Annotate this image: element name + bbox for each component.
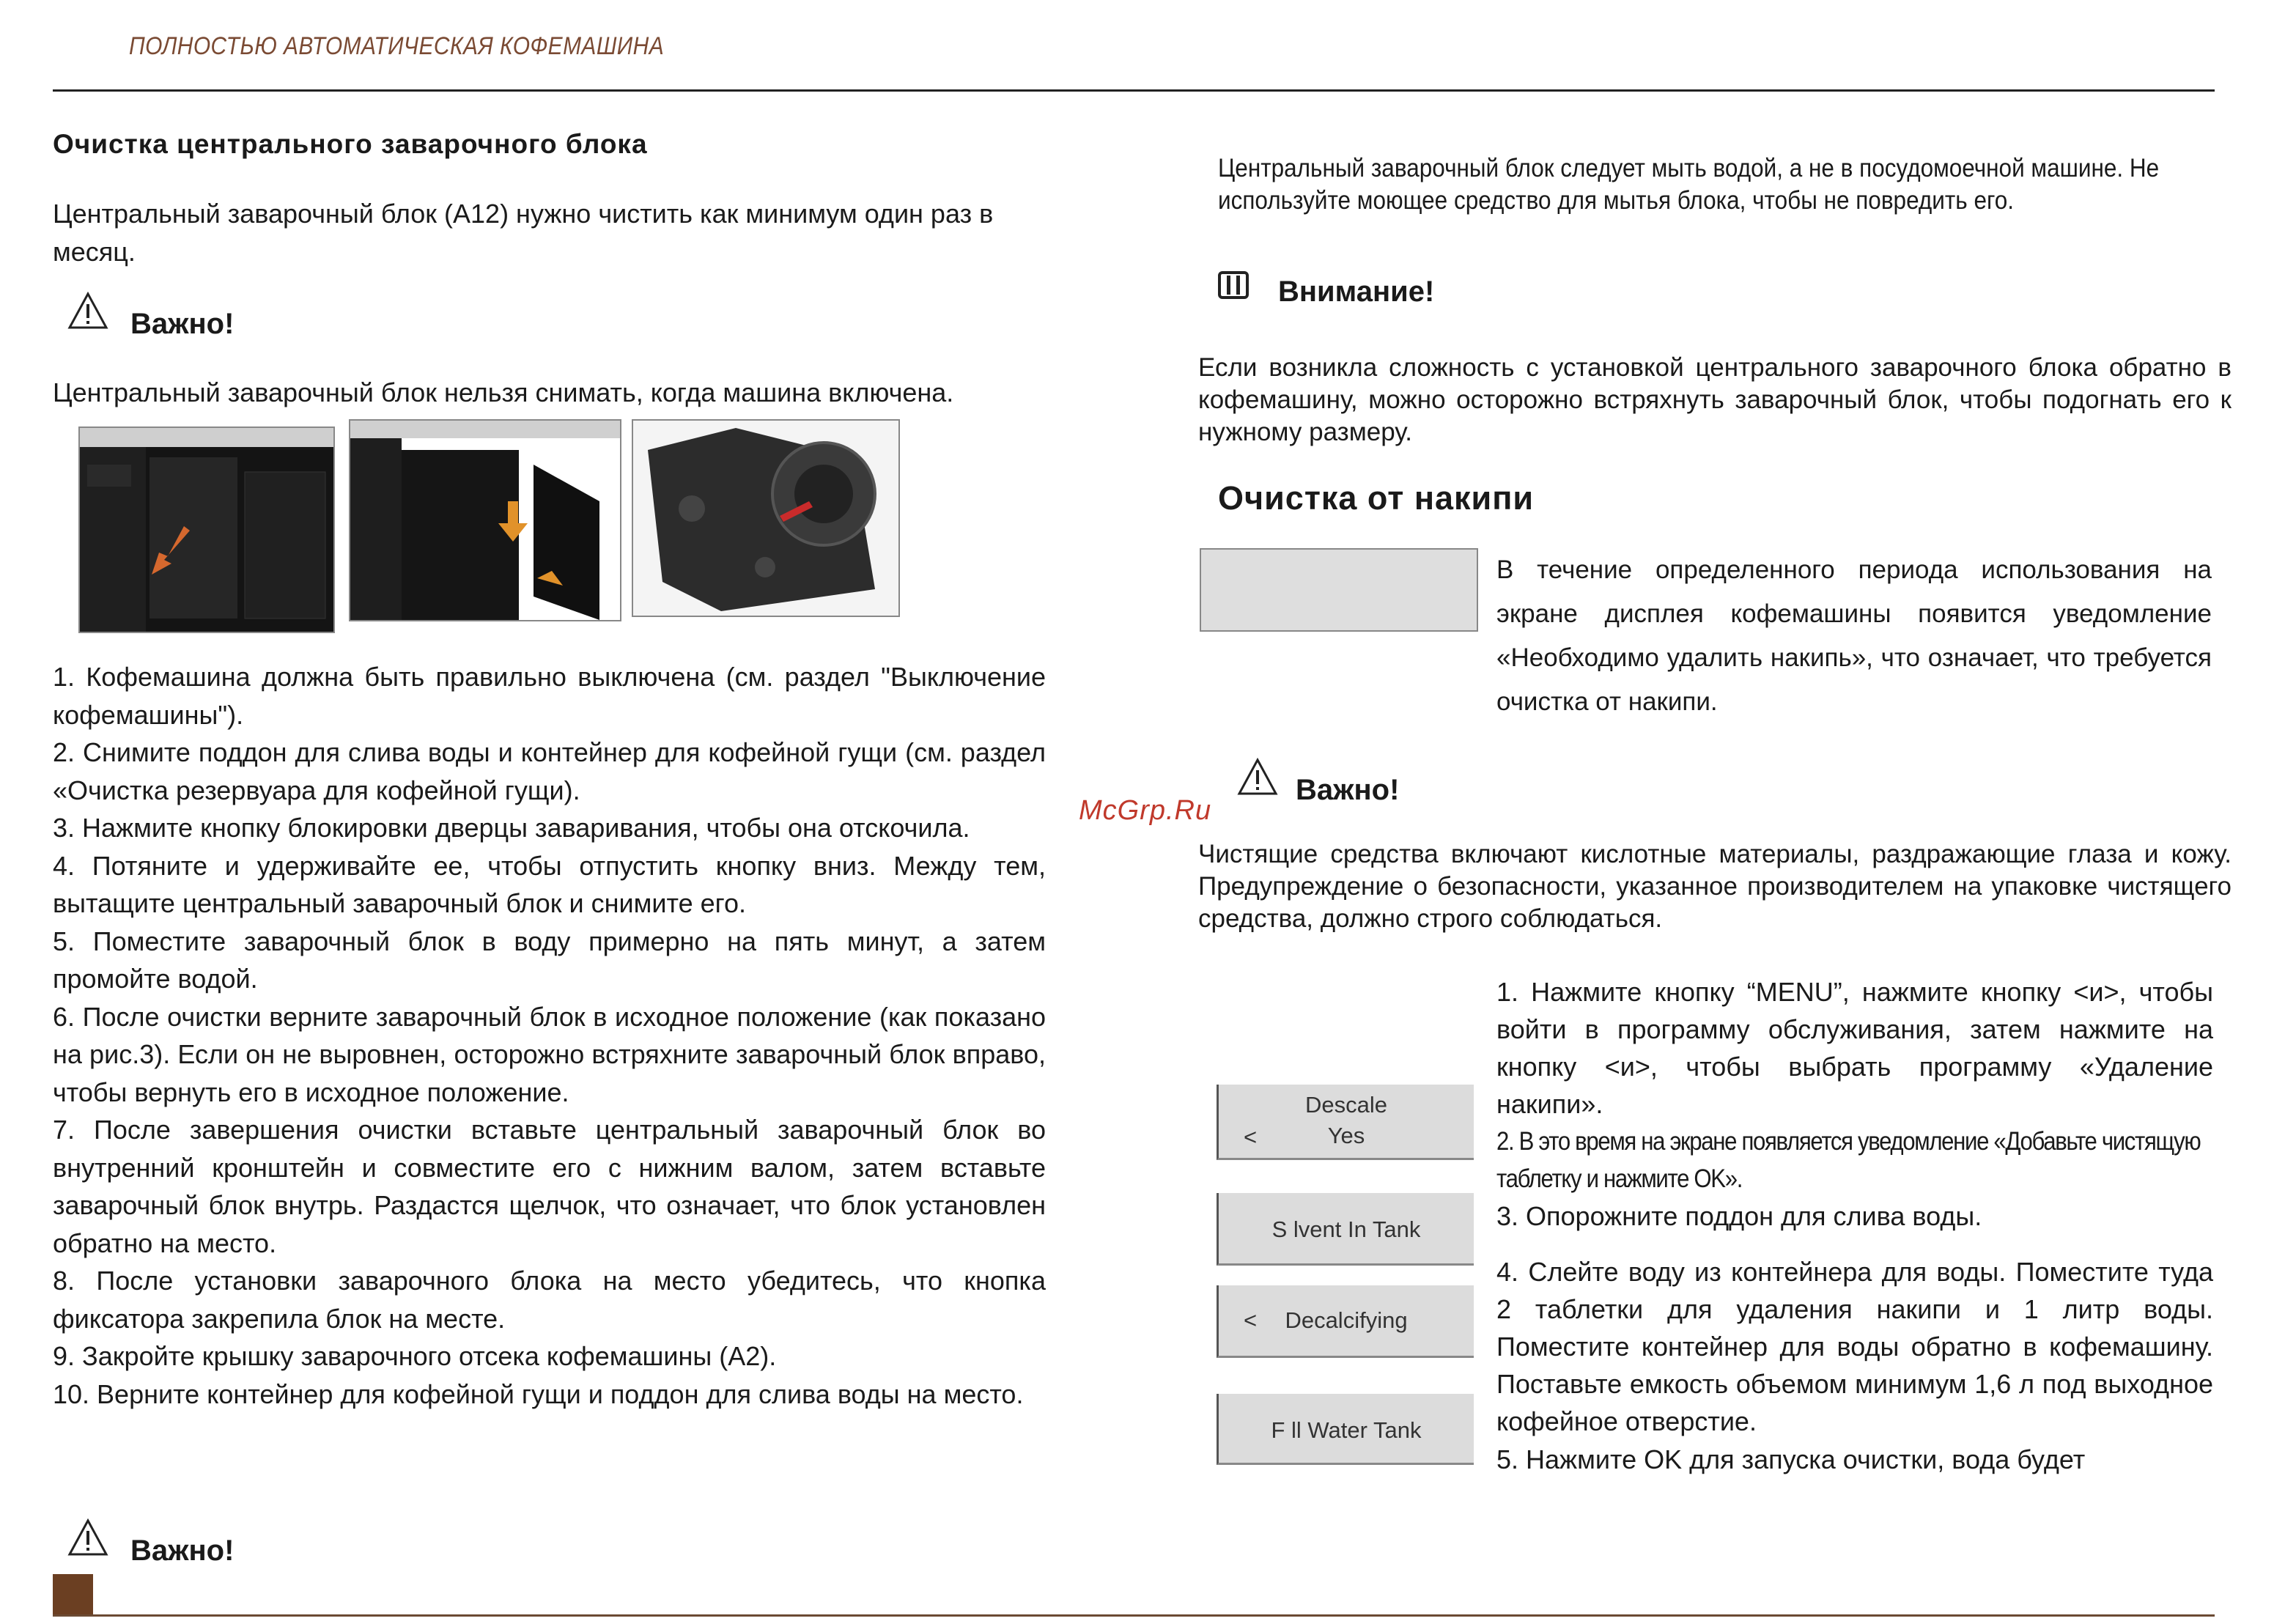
- chevron-left-icon: <: [1244, 1124, 1258, 1150]
- photo-brew-unit-lock-button: [349, 419, 621, 621]
- washing-note: Центральный заварочный блок следует мыть водой, а не в посудомоечной машине. Не используйте моющее средство для мытья блока, чтобы не повредить его.: [1218, 154, 2160, 215]
- attention-title: Внимание!: [1278, 276, 1435, 308]
- warning-triangle-icon: [1237, 758, 1278, 796]
- page-corner-block: [53, 1574, 93, 1614]
- step-item: 1. Кофемашина должна быть правильно выключена (см. раздел "Выключение кофемашины").: [53, 662, 1046, 730]
- warning-text: Центральный заварочный блок нельзя снимать, когда машина включена.: [53, 377, 954, 407]
- lcd-fill-water-tank: [1217, 1394, 1474, 1465]
- step-item: 9. Закройте крышку заварочного отсека кофемашины (A2).: [53, 1341, 777, 1371]
- footer-divider: [53, 1614, 2215, 1617]
- steps-list: [53, 658, 1046, 1413]
- chemical-warning-text: Чистящие средства включают кислотные материалы, раздражающие глаза и кожу. Предупреждение о безопасности, указанное производителем на упаковке чистящего средства, должно строго соблюдаться.: [1198, 840, 2232, 933]
- warning-title: Важно!: [1296, 774, 1400, 806]
- step-item: 10. Верните контейнер для кофейной гущи и поддон для слива воды на место.: [53, 1378, 1024, 1409]
- lcd-line: F ll Water Tank: [1271, 1417, 1422, 1443]
- descale-step-5: 5. Нажмите OK для запуска очистки, вода будет: [1496, 1444, 2086, 1474]
- header-divider: [53, 89, 2215, 92]
- descale-intro: В течение определенного периода использования на экране дисплея кофемашины появится уведомление «Необходимо удалить накипь», что означает, что требуется очистка от накипи.: [1496, 555, 2212, 716]
- descale-step-3: 3. Опорожните поддон для слива воды.: [1496, 1201, 1982, 1231]
- chevron-left-icon: <: [1244, 1307, 1258, 1333]
- step-item: 4. Потяните и удерживайте ее, чтобы отпустить кнопку вниз. Между тем, вытащите центральный заварочный блок и снимите его.: [53, 850, 1046, 918]
- step-item: 7. После завершения очистки вставьте центральный заварочный блок во внутренний кронштейн и совместите его с нижним валом, затем вставьте заварочный блок внутрь. Раздастся щелчок, что означает, что блок установлен обратно на место.: [53, 1115, 1046, 1258]
- descale-step-2: 2. В это время на экране появляется уведомление «Добавьте чистящую таблетку и нажмите OK».: [1496, 1127, 2201, 1193]
- watermark: McGrp.Ru: [1079, 795, 1212, 826]
- warning-title: Важно!: [130, 1535, 235, 1567]
- step-item: 8. После установки заварочного блока на место убедитесь, что кнопка фиксатора закрепила блок на месте.: [53, 1266, 1046, 1334]
- lcd-decalcifying: [1217, 1285, 1474, 1358]
- warning-triangle-icon: [67, 292, 108, 330]
- photo-machine-door-open: [78, 427, 335, 633]
- lcd-line: Decalcifying: [1285, 1307, 1408, 1333]
- intro-paragraph: Центральный заварочный блок (A12) нужно чистить как минимум один раз в месяц.: [53, 199, 994, 267]
- step-item: 3. Нажмите кнопку блокировки дверцы заваривания, чтобы она отскочила.: [53, 813, 970, 843]
- step-item: 2. Снимите поддон для слива воды и контейнер для кофейной гущи (см. раздел «Очистка резервуара для кофейной гущи).: [53, 737, 1046, 805]
- photo-brew-unit-closeup: [632, 419, 900, 617]
- book-attention-icon: [1218, 270, 1249, 300]
- descale-step-4: 4. Слейте воду из контейнера для воды. Поместите туда 2 таблетки для удаления накипи и 1 литр воды. Поместите контейнер для воды обратно в кофемашину. Поставьте емкость объемом минимум 1,6 л под выходное кофейное отверстие.: [1496, 1257, 2213, 1436]
- display-notification-image: [1200, 548, 1478, 632]
- warning-triangle-icon: [67, 1518, 108, 1557]
- step-item: 6. После очистки верните заварочный блок в исходное положение (как показано на рис.3). Если он не выровнен, осторожно встряхните заварочный блок вправо, чтобы вернуть его в исходное положение.: [53, 1001, 1046, 1107]
- warning-title: Важно!: [130, 308, 235, 340]
- section-title-brew-unit-cleaning: Очистка центрального заварочного блока: [53, 129, 648, 159]
- running-header: ПОЛНОСТЬЮ АВТОМАТИЧЕСКАЯ КОФЕМАШИНА: [129, 32, 665, 60]
- section-title-descaling: Очистка от накипи: [1218, 479, 1535, 517]
- lcd-solvent-in-tank: [1217, 1193, 1474, 1266]
- lcd-line: S lvent In Tank: [1271, 1216, 1421, 1242]
- step-item: 5. Поместите заварочный блок в воду примерно на пять минут, а затем промойте водой.: [53, 926, 1046, 994]
- lcd-line: Yes: [1327, 1123, 1365, 1148]
- lcd-line: Descale: [1305, 1092, 1387, 1118]
- descale-step-1: 1. Нажмите кнопку “MENU”, нажмите кнопку <и>, чтобы войти в программу обслуживания, затем нажмите на кнопку <и>, чтобы выбрать программу «Удаление накипи».: [1496, 977, 2213, 1119]
- lcd-descale-yes: [1217, 1085, 1474, 1160]
- attention-text: Если возникла сложность с установкой центрального заварочного блока обратно в кофемашину, можно осторожно встряхнуть заварочный блок, чтобы подогнать его к нужному размеру.: [1198, 353, 2232, 446]
